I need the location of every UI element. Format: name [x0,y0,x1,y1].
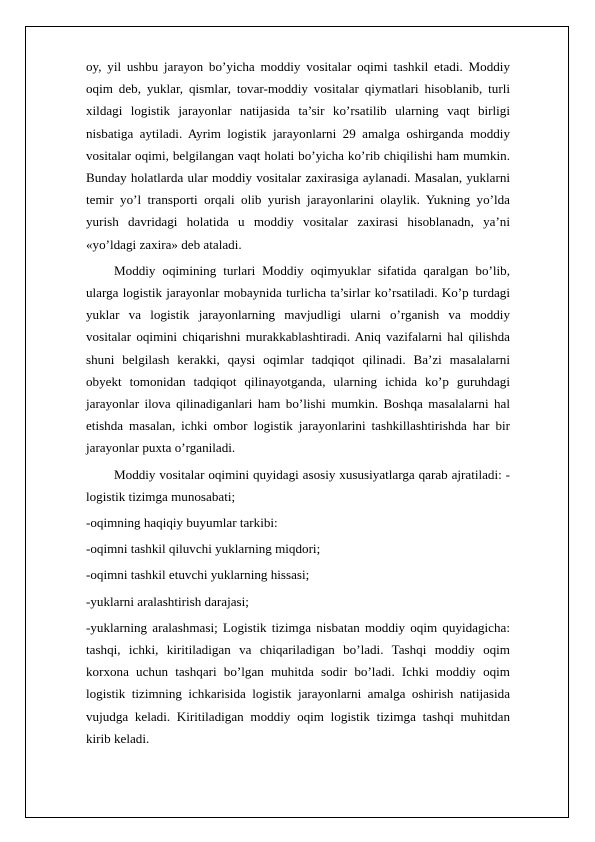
paragraph-flow-characteristics: Moddiy vositalar oqimini quyidagi asosiy xususiyatlarga qarab ajratiladi: -logistik tizimga munosabati; [86,466,510,504]
paragraph-material-flow-definition: oy, yil ushbu jarayon bo’yicha moddiy vositalar oqimi tashkil etadi. Moddiy oqim deb, yuklar, qismlar, tovar-moddiy vositalar qiymatlari hisoblanib, turli xildagi logistik jarayonlar natijasida ta’sir ko’rsatilib ularning vaqt birligi nisbatiga aytiladi. Ayrim logistik jarayonlarni 29 amalga oshirganda moddiy vositalar oqimi, belgilangan vaqt holati bo’yicha ko’rib chiqilishi ham mumkin. Bunday holatlarda ular moddiy vositalar zaxirasiga aylanadi. Masalan, yuklarni temir yo’l transporti orqali olib yurish jarayonlarini olaylik. Yukning yo’lda yurish davridagi holatida u moddiy vositalar zaxirasi hisoblanadn, ya’ni «yo’ldagi zaxira» deb ataladi. [86,59,510,252]
list-item-composition: -oqimning haqiqiy buyumlar tarkibi: [86,515,278,531]
list-item-share: -oqimni tashkil etuvchi yuklarning hissasi; [86,567,310,583]
paragraph-flow-classification: -yuklarning aralashmasi; Logistik tizimga nisbatan moddiy oqim quyidagicha: tashqi, ichki, kiritiladigan va chiqariladigan bo’ladi. Tashqi moddiy oqim korxona uchun tashqari bo’lgan muhitda sodir bo’ladi. Ichki moddiy oqim logistik tizimning ichkarisida logistik jarayonlarni amalga oshirish natijasida vujudga keladi. Kiritiladigan moddiy oqim logistik tizimga tashqi muhitdan kirib keladi. [86,619,510,746]
paragraph-material-flow-types: Moddiy oqimining turlari Moddiy oqimyuklar sifatida qaralgan bo’lib, ularga logistik jarayonlar mobaynida turlicha ta’sirlar ko’rsatiladi. Ko’p turdagi yuklar va logistik jarayonlarning mavjudligi ularni o’rganish va moddiy vositalar oqimini chiqarishni murakkablashtiradi. Aniq vazifalarni hal qilishda shuni belgilash kerakki, qaysi oqimlar tadqiqot qilinadi. Ba’zi masalalarni obyekt tomonidan tadqiqot qilinayotganda, ularning ichida ko’p guruhdagi jarayonlar ilova qilinadiganlari ham bo’lishi mumkin. Boshqa masalalarni hal etishda masalan, ichki ombor logistik jarayonlarini tashkillashtirishda har bir jarayonlar puxta o’rganiladi. [86,262,510,456]
document-body [86,56,510,754]
list-item-quantity: -oqimni tashkil qiluvchi yuklarning miqdori; [86,541,321,557]
list-item-mixing-degree: -yuklarni aralashtirish darajasi; [86,593,249,609]
